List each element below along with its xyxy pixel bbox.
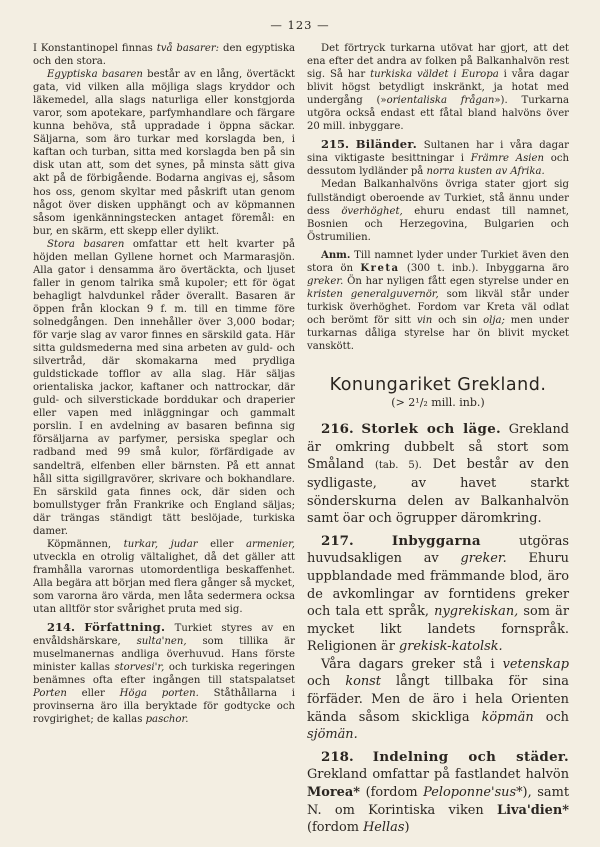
section-215: 215. Biländer. Sultanen har i våra dagar sina viktigaste besittningar i Främre Asien och dessutom lydländer på norra kusten av Afrika. [307, 137, 569, 178]
paragraph-greek-culture: Våra dagars greker stå i vetenskap och konst långt tillbaka för sina förfäder. Men de äro i hela Orienten kända såsom skickliga köpmän och sjömän. [307, 656, 569, 743]
section-218: 218. Indelning och städer. Grekland omfattar på fastlandet halvön Morea* (fordom Peloponne'sus*), samt N. om Korintiska viken Liva'dien* (fordom Hellas) [307, 748, 569, 836]
paragraph-intro: I Konstantinopel finnas två basarer: den egyptiska och den stora. [33, 43, 295, 68]
chapter-subtitle: (> 2¹/₂ mill. inb.) [391, 396, 485, 410]
note-crete: Anm. Till namnet lyder under Turkiet även den stora ön Kreta (300 t. inb.). Inbyggarna äro greker. Ön har nyligen fått egen styrelse under en kristen generalguvernör, som likväl står under turkisk överhöghet. Fordom var Kreta väl odlat och berömt för sitt vin och sin olja; men under turkarnas dåliga styrelse har ön blivit mycket vanskött. [307, 249, 569, 353]
paragraph-oppression: Det förtryck turkarna utövat har gjort, att det ena efter det andra av folken på Balkanhalvön rest sig. Så har turkiska väldet i Europa i våra dagar blivit högst betydligt inskränkt, ja hotat med undergång (»orientaliska frågan»). Turkarna utgöra också endast ett fåtal bland halvöns över 20 mill. inbyggare. [307, 43, 570, 133]
chapter-title: Konungariket Grekland. [329, 375, 547, 396]
section-214: 214. Författning. Turkiet styres av en envåldshärskare, sulta'nen, som tillika är muselmanernas andliga överhuvud. Hans förste minister kallas storvesi'r, och turkiska regeringen benämnes ofta efter ingången till statspalatset Porten eller Höga porten. Ståthållarna i provinserna äro illa beryktade för godtycke och rovgirighet; de kallas paschor. [33, 620, 296, 726]
paragraph-egyptian-bazaar: Egyptiska basaren består av en lång, övertäckt gata, vid vilken alla möjliga slags kryddor och läkemedel, alla slags naturliga eller konstgjorda varor, som apotekare, parfymhandlare och färgare kunna behöva, stå uppradade i öppna säckar. Säljarna, som äro turkar med korslagda ben, i kaftan och turban, sitta med korslagda ben på sin disk utan att, som det synes, på minsta sätt giva akt på de förbigående. Bodarna angivas ej, såsom hos oss, genom skyltar med påskrift utan genom något över disken upphängt och av köpmannen såsom igenkänningstecken antaget föremål: en bur, en skärm, ett skepp eller dylikt. [33, 69, 295, 237]
left-column [33, 42, 295, 726]
page-number: — 123 — [270, 18, 330, 32]
paragraph-grand-bazaar: Stora basaren omfattar ett helt kvarter på höjden mellan Gyllene hornet och Marmarasjön. Alla gator i densamma äro övertäckta, och ljuset faller in genom talrika små kupoler; ett för ögat behagligt halvdunkel råder överallt. Basaren är öppen från klockan 9 f. m. till en timme före solnedgången. Den innehåller över 3,000 bodar; för varje slag av varor finnes en särskild gata. Här sitta guldsmederna med sina arbeten av guld- och silvertråd, där skomakarna med prydliga guldstickade tofflor av alla slag. Här säljas orientaliska jackor, kaftaner och nattrockar, där guld- och silverstickade borddukar och draperier eller vapen med inläggningar och gammalt porslin. I en avdelning av basaren befinna sig försäljarna av parfymer, persiska speglar och radband med 99 små kulor, förfärdigade av sandelträ, elfenben eller bärnsten. På ett annat håll sitta sigillgravörer, skrivare och bokhandlare. En särskild gata finnes ock, där siden och bomullstyger från Frankrike och England säljas; där trängas ständigt tätt beslöjade, turkiska damer. [33, 238, 295, 537]
paragraph-merchants: Köpmännen, turkar, judar eller armenier, utveckla en otrolig vältalighet, då det gäller att framhålla varornas utomordentliga beskaffenhet. Alla begära att början med flera gånger så mycket, som varorna äro värda, men låta sedermera ocksa utan alltför stor svårighet pruta med sig. [33, 538, 295, 616]
section-216: 216. Storlek och läge. Grekland är omkring dubbelt så stort som Småland (tab. 5). Det består av den sydligaste, av havet starkt sönderskurna delen av Balkanhalvön samt öar och ögrupper däromkring. [307, 421, 569, 527]
section-217: 217. Inbyggarna utgöras huvudsakligen av greker. Ehuru uppblandade med främmande blod, äro de avkomlingar av forntidens greker och tala ett språk, nygrekiskan, som är mycket likt landets fornspråk. Religionen är grekisk-katolsk. [307, 532, 569, 655]
right-column [307, 42, 569, 837]
paragraph-balkan-states: Medan Balkanhalvöns övriga stater gjort sig fullständigt oberoende av Turkiet, stå ännu under dess överhöghet, ehuru endast till namnet, Bosnien och Herzegovina, Bulgarien och Östrumilien. [307, 179, 569, 243]
